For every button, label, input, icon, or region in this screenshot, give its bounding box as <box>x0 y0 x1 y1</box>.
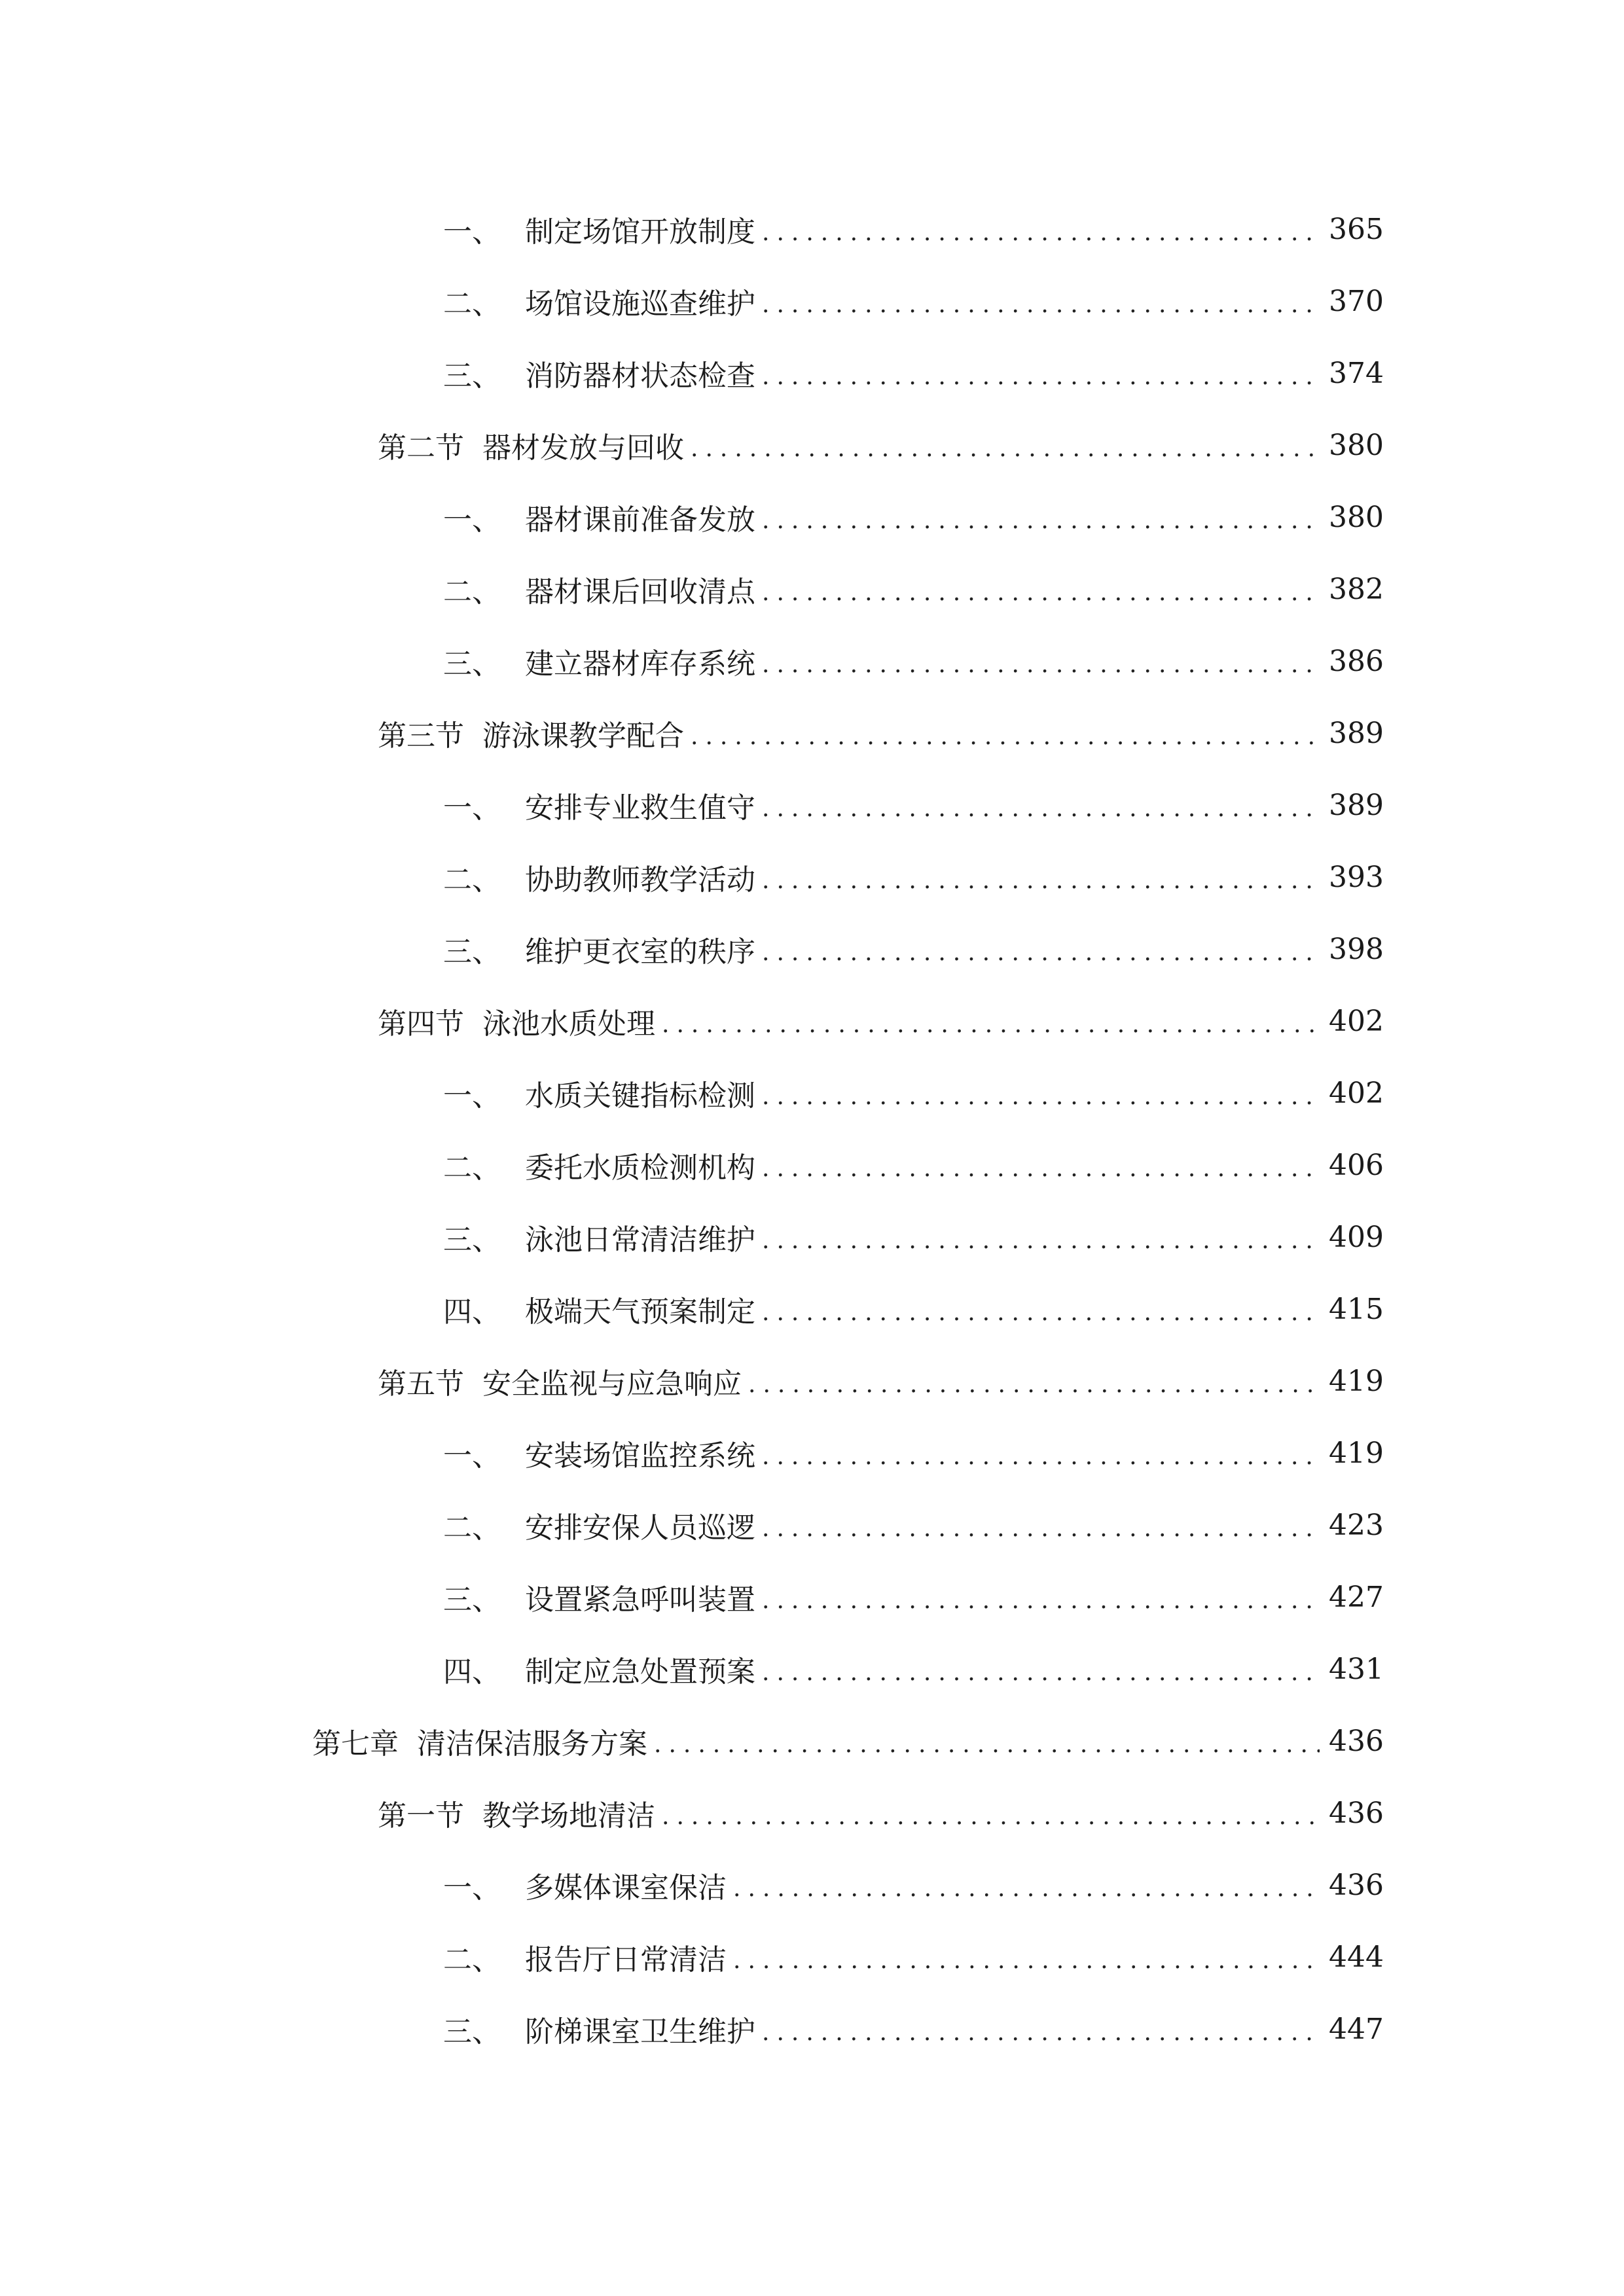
toc-entry[interactable] <box>443 1499 1384 1551</box>
toc-entry[interactable] <box>443 275 1384 327</box>
toc-entry-title: 安装场馆监控系统 <box>525 1439 755 1473</box>
toc-dot-leader <box>662 995 1320 1047</box>
toc-entry-title: 器材课前准备发放 <box>525 503 755 537</box>
toc-entry-title: 安排专业救生值守 <box>525 791 755 825</box>
toc-entry-page: 389 <box>1329 716 1384 750</box>
toc-entry[interactable] <box>443 203 1384 255</box>
toc-entry-page: 382 <box>1329 572 1384 606</box>
toc-entry-title: 协助教师教学活动 <box>525 863 755 897</box>
toc-entry[interactable] <box>443 1643 1384 1695</box>
toc-entry-number: 三、 <box>443 1583 501 1617</box>
toc-dot-leader <box>762 1499 1320 1551</box>
toc-entry-page: 419 <box>1329 1364 1384 1398</box>
toc-entry-title: 多媒体课室保洁 <box>525 1871 727 1905</box>
toc-section-entry[interactable] <box>378 1787 1384 1839</box>
toc-dot-leader <box>762 2003 1320 2055</box>
toc-entry-title: 器材发放与回收 <box>482 431 684 465</box>
toc-entry-title: 建立器材库存系统 <box>525 647 755 681</box>
toc-entry-page: 444 <box>1329 1940 1384 1974</box>
toc-dot-leader <box>762 1571 1320 1623</box>
toc-entry-number: 一、 <box>443 1079 501 1113</box>
toc-entry-page: 402 <box>1329 1076 1384 1110</box>
toc-dot-leader <box>691 707 1320 759</box>
toc-entry-number: 三、 <box>443 359 501 393</box>
toc-dot-leader <box>762 1283 1320 1335</box>
toc-entry-title: 消防器材状态检查 <box>525 359 755 393</box>
toc-entry-title: 制定应急处置预案 <box>525 1655 755 1689</box>
toc-entry-title: 委托水质检测机构 <box>525 1151 755 1185</box>
toc-entry-number: 第四节 <box>378 1007 464 1041</box>
toc-entry[interactable] <box>443 1931 1384 1983</box>
toc-entry[interactable] <box>443 923 1384 975</box>
toc-entry-page: 415 <box>1329 1292 1384 1326</box>
toc-section-entry[interactable] <box>378 419 1384 471</box>
toc-entry-number: 一、 <box>443 1871 501 1905</box>
toc-entry-page: 398 <box>1329 932 1384 966</box>
toc-entry[interactable] <box>443 779 1384 831</box>
toc-entry[interactable] <box>443 491 1384 543</box>
toc-entry-title: 游泳课教学配合 <box>482 719 684 753</box>
toc-entry-page: 374 <box>1329 356 1384 390</box>
toc-entry-title: 场馆设施巡查维护 <box>525 287 755 321</box>
toc-dot-leader <box>762 203 1320 255</box>
toc-entry-number: 一、 <box>443 215 501 249</box>
toc-entry-number: 第五节 <box>378 1367 464 1401</box>
toc-entry-title: 制定场馆开放制度 <box>525 215 755 249</box>
toc-entry-number: 二、 <box>443 575 501 609</box>
toc-entry-title: 器材课后回收清点 <box>525 575 755 609</box>
toc-entry-page: 431 <box>1329 1652 1384 1686</box>
toc-entry-page: 393 <box>1329 860 1384 894</box>
toc-dot-leader <box>654 1715 1320 1767</box>
toc-dot-leader <box>733 1859 1320 1911</box>
toc-entry-number: 第七章 <box>312 1727 399 1761</box>
toc-entry-page: 370 <box>1329 284 1384 318</box>
toc-entry-number: 二、 <box>443 1151 501 1185</box>
toc-dot-leader <box>762 1211 1320 1263</box>
toc-entry-number: 三、 <box>443 935 501 969</box>
toc-entry-number: 四、 <box>443 1655 501 1689</box>
toc-dot-leader <box>733 1931 1320 1983</box>
toc-entry-number: 三、 <box>443 1223 501 1257</box>
toc-entry-page: 389 <box>1329 788 1384 822</box>
toc-entry-title: 安排安保人员巡逻 <box>525 1511 755 1545</box>
toc-chapter-entry[interactable] <box>312 1715 1384 1767</box>
toc-entry-page: 436 <box>1329 1724 1384 1758</box>
toc-entry[interactable] <box>443 1283 1384 1335</box>
toc-entry[interactable] <box>443 347 1384 399</box>
toc-dot-leader <box>762 635 1320 687</box>
toc-entry-title: 教学场地清洁 <box>482 1799 655 1833</box>
toc-entry[interactable] <box>443 1571 1384 1623</box>
toc-entry-page: 447 <box>1329 2012 1384 2046</box>
toc-entry-number: 第一节 <box>378 1799 464 1833</box>
toc-entry-page: 436 <box>1329 1796 1384 1830</box>
toc-entry-number: 四、 <box>443 1295 501 1329</box>
toc-dot-leader <box>662 1787 1320 1839</box>
toc-section-entry[interactable] <box>378 995 1384 1047</box>
toc-entry-number: 第二节 <box>378 431 464 465</box>
toc-entry-page: 406 <box>1329 1148 1384 1182</box>
toc-entry[interactable] <box>443 1427 1384 1479</box>
toc-entry[interactable] <box>443 563 1384 615</box>
toc-entry-page: 427 <box>1329 1580 1384 1614</box>
toc-dot-leader <box>762 779 1320 831</box>
toc-entry-page: 380 <box>1329 428 1384 462</box>
toc-entry-number: 一、 <box>443 791 501 825</box>
toc-entry-title: 泳池水质处理 <box>482 1007 655 1041</box>
toc-entry-number: 二、 <box>443 1943 501 1977</box>
toc-dot-leader <box>762 923 1320 975</box>
toc-entry[interactable] <box>443 1139 1384 1191</box>
toc-dot-leader <box>762 347 1320 399</box>
toc-entry-number: 第三节 <box>378 719 464 753</box>
toc-dot-leader <box>762 491 1320 543</box>
toc-entry[interactable] <box>443 2003 1384 2055</box>
toc-entry-number: 三、 <box>443 2015 501 2049</box>
toc-dot-leader <box>691 419 1320 471</box>
toc-entry[interactable] <box>443 851 1384 903</box>
toc-dot-leader <box>762 275 1320 327</box>
toc-dot-leader <box>762 1067 1320 1119</box>
toc-dot-leader <box>762 1139 1320 1191</box>
toc-entry-title: 安全监视与应急响应 <box>482 1367 742 1401</box>
toc-entry[interactable] <box>443 1067 1384 1119</box>
toc-dot-leader <box>762 1643 1320 1695</box>
toc-entry-number: 二、 <box>443 863 501 897</box>
toc-entry-number: 二、 <box>443 1511 501 1545</box>
toc-section-entry[interactable] <box>378 1355 1384 1407</box>
toc-entry-page: 436 <box>1329 1868 1384 1902</box>
toc-entry[interactable] <box>443 1859 1384 1911</box>
toc-dot-leader <box>762 1427 1320 1479</box>
toc-entry-page: 380 <box>1329 500 1384 534</box>
toc-entry-number: 三、 <box>443 647 501 681</box>
toc-entry[interactable] <box>443 1211 1384 1263</box>
toc-entry-page: 419 <box>1329 1436 1384 1470</box>
toc-entry-page: 409 <box>1329 1220 1384 1254</box>
toc-entry-title: 报告厅日常清洁 <box>525 1943 727 1977</box>
toc-entry-title: 水质关键指标检测 <box>525 1079 755 1113</box>
toc-entry-title: 设置紧急呼叫装置 <box>525 1583 755 1617</box>
toc-dot-leader <box>748 1355 1320 1407</box>
toc-entry-number: 一、 <box>443 503 501 537</box>
toc-entry-number: 一、 <box>443 1439 501 1473</box>
toc-entry-page: 402 <box>1329 1004 1384 1038</box>
toc-entry-page: 386 <box>1329 644 1384 678</box>
toc-entry-title: 维护更衣室的秩序 <box>525 935 755 969</box>
toc-entry-title: 清洁保洁服务方案 <box>417 1727 647 1761</box>
toc-dot-leader <box>762 851 1320 903</box>
toc-entry-title: 极端天气预案制定 <box>525 1295 755 1329</box>
toc-entry-title: 泳池日常清洁维护 <box>525 1223 755 1257</box>
toc-entry-title: 阶梯课室卫生维护 <box>525 2015 755 2049</box>
toc-entry-number: 二、 <box>443 287 501 321</box>
toc-entry-page: 423 <box>1329 1508 1384 1542</box>
toc-entry[interactable] <box>443 635 1384 687</box>
toc-dot-leader <box>762 563 1320 615</box>
toc-section-entry[interactable] <box>378 707 1384 759</box>
toc-entry-page: 365 <box>1329 212 1384 246</box>
